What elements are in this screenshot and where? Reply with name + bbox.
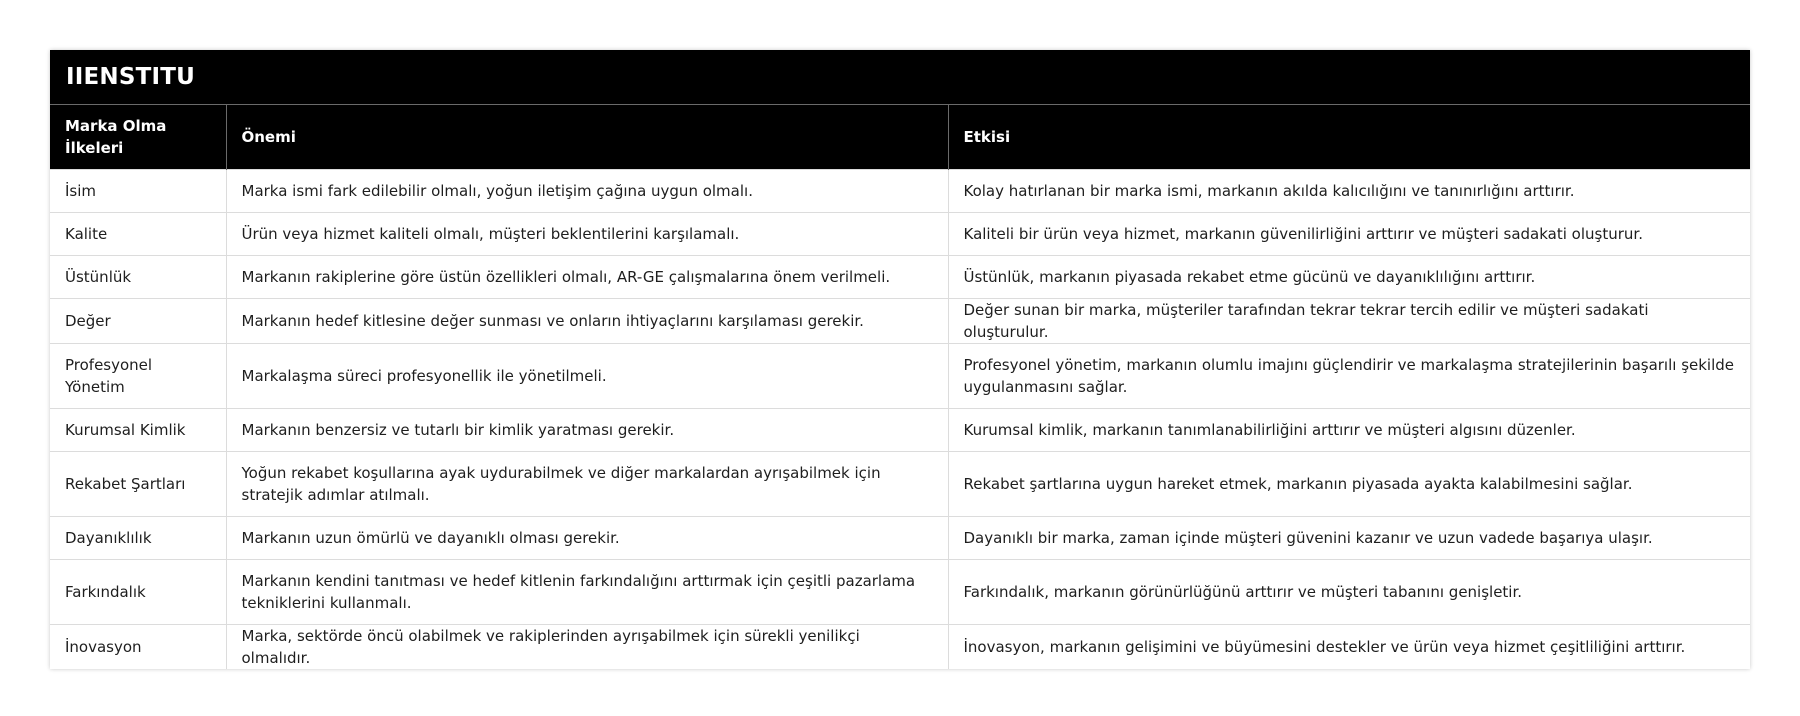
cell-importance: Marka ismi fark edilebilir olmalı, yoğun iletişim çağına uygun olmalı. [226,170,948,213]
cell-importance: Markalaşma süreci profesyonellik ile yönetilmeli. [226,344,948,409]
column-header-importance: Önemi [226,105,948,170]
cell-importance: Markanın rakiplerine göre üstün özellikleri olmalı, AR-GE çalışmalarına önem verilmeli. [226,256,948,299]
cell-importance: Markanın uzun ömürlü ve dayanıklı olması gerekir. [226,517,948,560]
cell-effect: Dayanıklı bir marka, zaman içinde müşteri güvenini kazanır ve uzun vadede başarıya ulaşır. [948,517,1750,560]
cell-effect: Üstünlük, markanın piyasada rekabet etme gücünü ve dayanıklılığını arttırır. [948,256,1750,299]
column-header-effect: Etkisi [948,105,1750,170]
table-row [50,625,1750,670]
principles-table [50,105,1750,669]
cell-principle: İsim [50,170,226,213]
table-row [50,170,1750,213]
cell-importance: Ürün veya hizmet kaliteli olmalı, müşteri beklentilerini karşılamalı. [226,213,948,256]
cell-effect: Farkındalık, markanın görünürlüğünü arttırır ve müşteri tabanını genişletir. [948,560,1750,625]
cell-effect: İnovasyon, markanın gelişimini ve büyümesini destekler ve ürün veya hizmet çeşitliliğini arttırır. [948,625,1750,670]
cell-effect: Değer sunan bir marka, müşteriler tarafından tekrar tekrar tercih edilir ve müşteri sadakati oluşturulur. [948,299,1750,344]
cell-effect: Rekabet şartlarına uygun hareket etmek, markanın piyasada ayakta kalabilmesini sağlar. [948,452,1750,517]
cell-effect: Profesyonel yönetim, markanın olumlu imajını güçlendirir ve markalaşma stratejilerinin başarılı şekilde uygulanmasını sağlar. [948,344,1750,409]
cell-principle: Üstünlük [50,256,226,299]
cell-principle: Kurumsal Kimlik [50,409,226,452]
cell-importance: Markanın kendini tanıtması ve hedef kitlenin farkındalığını arttırmak için çeşitli pazarlama tekniklerini kullanmalı. [226,560,948,625]
cell-importance: Marka, sektörde öncü olabilmek ve rakiplerinden ayrışabilmek için sürekli yenilikçi olmalıdır. [226,625,948,670]
table-row [50,299,1750,344]
table-title: IIENSTITU [50,50,1750,105]
table-row [50,344,1750,409]
cell-importance: Markanın benzersiz ve tutarlı bir kimlik yaratması gerekir. [226,409,948,452]
cell-effect: Kurumsal kimlik, markanın tanımlanabilirliğini arttırır ve müşteri algısını düzenler. [948,409,1750,452]
header-row [50,105,1750,170]
cell-principle: Değer [50,299,226,344]
table-row [50,517,1750,560]
table-card [50,50,1750,669]
column-header-principles: Marka Olma İlkeleri [50,105,226,170]
table-row [50,452,1750,517]
cell-principle: Rekabet Şartları [50,452,226,517]
cell-effect: Kaliteli bir ürün veya hizmet, markanın güvenilirliğini arttırır ve müşteri sadakati oluşturur. [948,213,1750,256]
table-row [50,256,1750,299]
cell-principle: Kalite [50,213,226,256]
cell-principle: İnovasyon [50,625,226,670]
cell-importance: Markanın hedef kitlesine değer sunması ve onların ihtiyaçlarını karşılaması gerekir. [226,299,948,344]
table-row [50,409,1750,452]
table-row [50,560,1750,625]
table-row [50,213,1750,256]
cell-importance: Yoğun rekabet koşullarına ayak uydurabilmek ve diğer markalardan ayrışabilmek için stratejik adımlar atılmalı. [226,452,948,517]
cell-effect: Kolay hatırlanan bir marka ismi, markanın akılda kalıcılığını ve tanınırlığını arttırır. [948,170,1750,213]
cell-principle: Farkındalık [50,560,226,625]
cell-principle: Dayanıklılık [50,517,226,560]
cell-principle: Profesyonel Yönetim [50,344,226,409]
